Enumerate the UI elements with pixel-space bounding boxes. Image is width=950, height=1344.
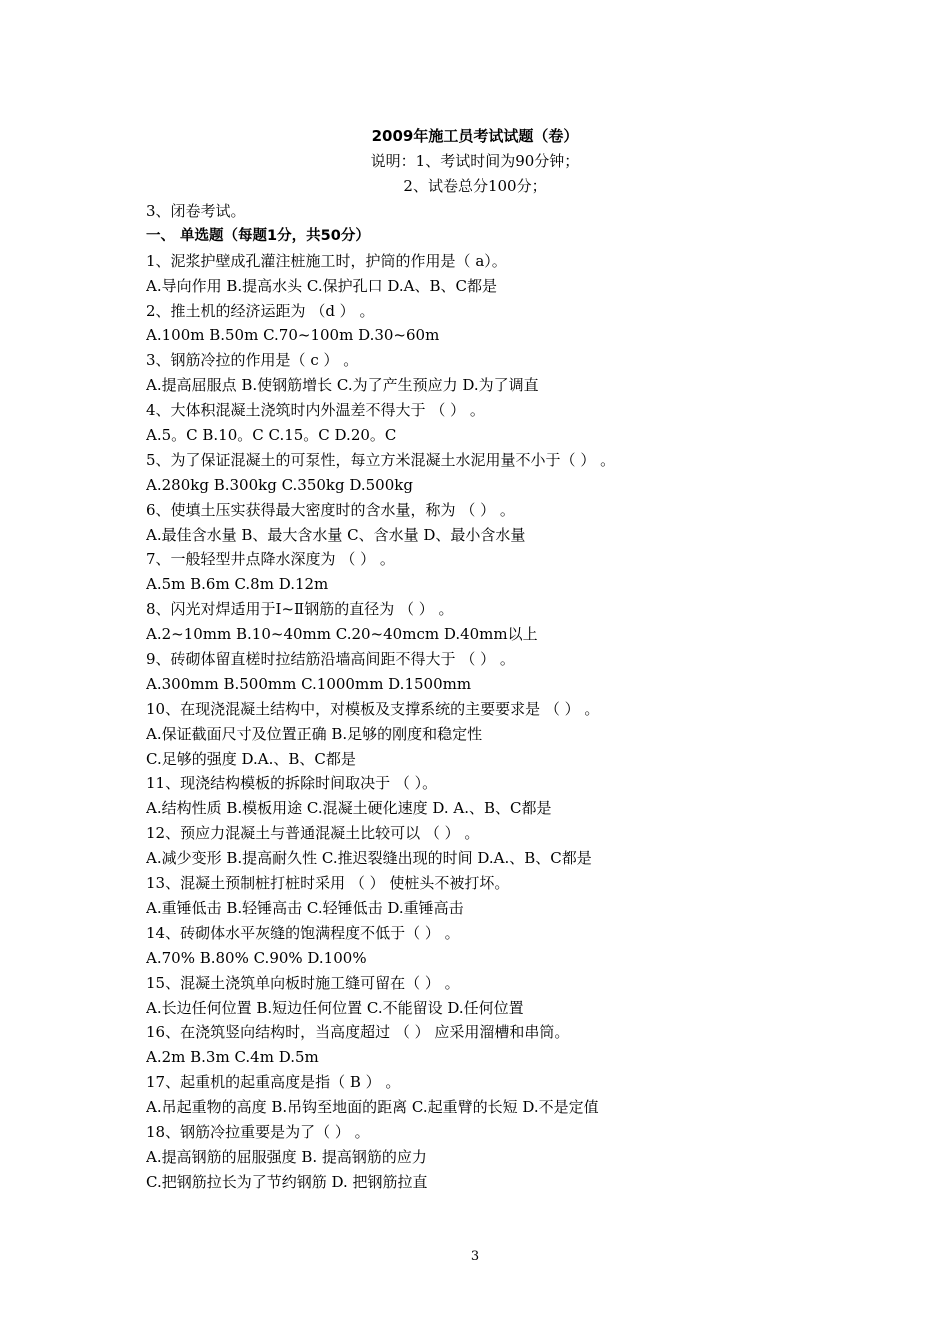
question-line: 3、钢筋冷拉的作用是（ c ） 。 — [146, 351, 359, 370]
options-line: A.100m B.50m C.70~100m D.30~60m — [146, 326, 440, 345]
exam-note-time: 说明：1、考试时间为90分钟； — [370, 152, 580, 170]
question-line: 13、混凝土预制桩打桩时采用 （ ） 使桩头不被打坏。 — [146, 874, 510, 893]
options-line: C.足够的强度 D.A.、B、C都是 — [146, 749, 356, 768]
question-line: 17、起重机的起重高度是指（ B ） 。 — [146, 1073, 401, 1092]
question-line: 1、泥浆护壁成孔灌注桩施工时，护筒的作用是（ a）。 — [146, 251, 507, 270]
options-line: A.提高屈服点 B.使钢筋增长 C.为了产生预应力 D.为了调直 — [146, 376, 539, 395]
options-line: A.重锤低击 B.轻锤高击 C.轻锤低击 D.重锤高击 — [146, 898, 464, 917]
document-body — [146, 199, 826, 1195]
options-line: A.最佳含水量 B、最大含水量 C、含水量 D、最小含水量 — [146, 525, 526, 544]
question-line: 7、一般轻型井点降水深度为 （ ） 。 — [146, 550, 395, 569]
options-line: A.导向作用 B.提高水头 C.保护孔口 D.A、B、C都是 — [146, 276, 498, 295]
options-line: A.5。C B.10。C C.15。C D.20。C — [146, 426, 397, 445]
options-line: A.保证截面尺寸及位置正确 B.足够的刚度和稳定性 — [146, 724, 483, 743]
question-line: 10、在现浇混凝土结构中，对模板及支撑系统的主要要求是 （ ） 。 — [146, 699, 600, 718]
options-line: A.70% B.80% C.90% D.100% — [146, 948, 367, 967]
options-line: A.吊起重物的高度 B.吊钩至地面的距离 C.起重臂的长短 D.不是定值 — [146, 1098, 599, 1117]
options-line: A.5m B.6m C.8m D.12m — [146, 575, 329, 594]
options-line: C.把钢筋拉长为了节约钢筋 D. 把钢筋拉直 — [146, 1172, 428, 1191]
text-line: 3、闭卷考试。 — [146, 202, 246, 220]
question-line: 15、混凝土浇筑单向板时施工缝可留在（ ） 。 — [146, 973, 460, 992]
question-line: 4、大体积混凝土浇筑时内外温差不得大于 （ ） 。 — [146, 401, 485, 420]
options-line: A.2~10mm B.10~40mm C.20~40mcm D.40mm以上 — [146, 625, 538, 644]
question-line: 6、使填土压实获得最大密度时的含水量，称为 （ ） 。 — [146, 500, 515, 519]
options-line: A.300mm B.500mm C.1000mm D.1500mm — [146, 674, 472, 693]
section-heading: 一、 单选题（每题1分，共50分） — [146, 227, 370, 244]
question-line: 2、推土机的经济运距为 （d ） 。 — [146, 301, 375, 320]
question-line: 9、砖砌体留直槎时拉结筋沿墙高间距不得大于 （ ） 。 — [146, 650, 515, 669]
question-line: 11、现浇结构模板的拆除时间取决于 （ ）。 — [146, 774, 438, 793]
options-line: A.长边任何位置 B.短边任何位置 C.不能留设 D.任何位置 — [146, 998, 524, 1017]
question-line: 8、闪光对焊适用于Ⅰ~Ⅱ钢筋的直径为 （ ） 。 — [146, 600, 454, 619]
options-line: A.结构性质 B.模板用途 C.混凝土硬化速度 D. A.、B、C都是 — [146, 799, 552, 818]
question-line: 5、为了保证混凝土的可泵性，每立方米混凝土水泥用量不小于（ ） 。 — [146, 450, 616, 469]
options-line: A.280kg B.300kg C.350kg D.500kg — [146, 475, 413, 494]
exam-note-score: 2、试卷总分100分； — [403, 177, 547, 195]
page-number: 3 — [470, 1249, 480, 1264]
options-line: A.2m B.3m C.4m D.5m — [146, 1048, 319, 1067]
options-line: A.提高钢筋的屈服强度 B. 提高钢筋的应力 — [146, 1147, 427, 1166]
question-line: 16、在浇筑竖向结构时，当高度超过 （ ） 应采用溜槽和串筒。 — [146, 1023, 570, 1042]
page-title: 2009年施工员考试试题（卷） — [371, 127, 579, 145]
question-line: 14、砖砌体水平灰缝的饱满程度不低于（ ） 。 — [146, 923, 460, 942]
question-line: 12、预应力混凝土与普通混凝土比较可以 （ ） 。 — [146, 824, 480, 843]
question-line: 18、钢筋冷拉重要是为了（ ） 。 — [146, 1122, 370, 1141]
options-line: A.减少变形 B.提高耐久性 C.推迟裂缝出现的时间 D.A.、B、C都是 — [146, 849, 592, 868]
